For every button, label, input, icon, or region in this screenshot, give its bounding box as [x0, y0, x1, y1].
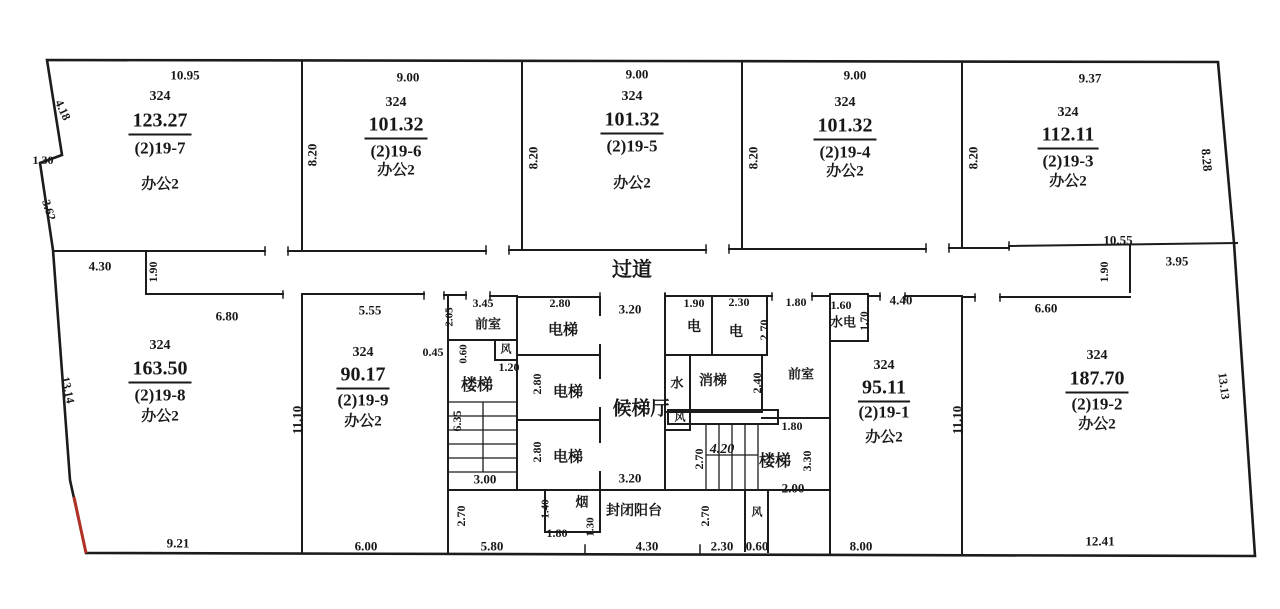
room-19-9-area: 90.17 [337, 365, 390, 390]
dim-19-4-top: 9.00 [843, 67, 867, 83]
dim-8-20-b: 8.20 [525, 146, 541, 170]
room-19-5-number: 324 [621, 89, 643, 104]
duct-label-c: 风 [751, 506, 763, 519]
dim-left-1-30: 1.30 [32, 153, 54, 167]
dim-19-3-top: 9.37 [1078, 70, 1102, 86]
dim-19-1-top: 4.40 [889, 292, 913, 308]
room-19-4-number: 324 [834, 95, 856, 110]
dim-corridor-4-30: 4.30 [88, 258, 112, 274]
stair-treads-right [706, 424, 758, 490]
dim-elevator3-2-80: 2.80 [530, 441, 544, 463]
room-19-2-use: 办公2 [1078, 416, 1116, 433]
room-19-8-use: 办公2 [141, 408, 179, 425]
room-19-4-unit: (2)19-4 [819, 142, 871, 162]
dim-19-5-top: 9.00 [625, 66, 649, 82]
room-19-8-unit: (2)19-8 [134, 385, 186, 405]
room-19-3-area: 112.11 [1038, 125, 1099, 150]
vestibule-left-label: 前室 [474, 316, 502, 332]
dim-2-70-c: 2.70 [698, 505, 712, 527]
dim-elec2-2-70: 2.70 [757, 319, 771, 341]
dim-elevator1-2-80: 2.80 [549, 296, 571, 310]
dim-19-2-bottom: 12.41 [1085, 533, 1115, 549]
room-19-4-area: 101.32 [814, 116, 877, 141]
dim-19-8-right: 11.10 [289, 405, 305, 435]
dim-left-4-18: 4.18 [52, 97, 74, 123]
elevator3-label: 电梯 [552, 449, 584, 466]
elec1-label: 电 [687, 320, 701, 335]
dim-balcony-2-30: 2.30 [710, 538, 734, 554]
dim-8-20-d: 8.20 [965, 146, 981, 170]
dim-19-3-bottom: 10.55 [1103, 232, 1133, 248]
room-19-8-number: 324 [149, 338, 171, 353]
dim-19-6-top: 9.00 [396, 69, 420, 85]
room-19-1-number: 324 [873, 358, 895, 373]
dim-0-60: 0.60 [457, 344, 470, 364]
dim-elec1-1-90: 1.90 [683, 296, 705, 310]
dim-8-20-c: 8.20 [745, 146, 761, 170]
dim-0-45: 0.45 [422, 345, 444, 359]
room-19-7-use: 办公2 [141, 176, 179, 193]
dim-left-13-14: 13.14 [58, 375, 78, 405]
room-19-6-use: 办公2 [377, 162, 415, 179]
vestibule-right-label: 前室 [787, 366, 815, 382]
dim-right-8-28: 8.28 [1198, 148, 1216, 172]
dim-corridor-1-90-left: 1.90 [146, 261, 160, 283]
dim-right-13-13: 13.13 [1215, 371, 1233, 401]
dim-balcony-2-70: 2.70 [454, 505, 468, 527]
corridor-lower-wall [146, 294, 1130, 297]
dim-lobby-3-20-top: 3.20 [618, 301, 642, 317]
room-19-3-use: 办公2 [1049, 173, 1087, 190]
stairs-right-label: 楼梯 [758, 453, 792, 470]
room-19-2-number: 324 [1086, 348, 1108, 363]
smoke-shaft-label: 烟 [575, 494, 589, 510]
room-19-6-area: 101.32 [365, 115, 428, 140]
corridor-upper-wall [53, 243, 1237, 251]
room-19-7-area: 123.27 [129, 111, 192, 136]
lobby-label: 候梯厅 [612, 398, 670, 420]
room-19-9-number: 324 [352, 345, 374, 360]
dim-stairs2-4-20: 4.20 [709, 442, 735, 457]
dim-stairs2-1-80: 1.80 [781, 419, 803, 433]
room-19-2-unit: (2)19-2 [1071, 394, 1123, 414]
room-19-8-area: 163.50 [129, 359, 192, 384]
room-19-2-area: 187.70 [1066, 369, 1129, 394]
dim-left-3-62: 3.62 [39, 197, 59, 223]
dim-utility-1-60: 1.60 [830, 298, 852, 312]
elec2-label: 电 [729, 325, 743, 340]
dim-lobby-3-20-bottom: 3.20 [618, 470, 642, 486]
dim-stairs-6-35: 6.35 [450, 410, 464, 432]
duct-label-b: 风 [674, 411, 686, 424]
dim-19-1-right: 11.10 [949, 405, 965, 435]
dim-elevator2-2-80: 2.80 [530, 373, 544, 395]
highlighted-wall-segment [74, 497, 86, 553]
room-19-7-unit: (2)19-7 [134, 138, 186, 158]
dim-smoke-1-80: 1.80 [546, 526, 568, 540]
dim-3-00: 3.00 [473, 471, 497, 487]
dim-elec2-2-30: 2.30 [728, 295, 750, 309]
dim-8-20-a: 8.20 [304, 143, 320, 167]
dim-right-3-95: 3.95 [1165, 253, 1189, 269]
room-19-5-unit: (2)19-5 [606, 136, 658, 156]
dim-stairs2-3-30: 3.30 [800, 450, 814, 472]
elevator1-label: 电梯 [547, 322, 579, 339]
stairs-left-label: 楼梯 [460, 377, 494, 394]
dim-vestibule-3-45: 3.45 [472, 296, 494, 310]
dim-19-1-bottom: 8.00 [849, 538, 873, 554]
room-19-9-unit: (2)19-9 [337, 390, 389, 410]
room-19-3-unit: (2)19-3 [1042, 151, 1094, 171]
room-19-1-area: 95.11 [858, 378, 910, 403]
room-19-7-number: 324 [149, 89, 171, 104]
dim-19-7-top: 10.95 [170, 67, 200, 83]
room-19-1-unit: (2)19-1 [858, 402, 910, 422]
dim-19-8-bottom: 9.21 [166, 535, 190, 551]
dim-vestibule2-1-80: 1.80 [785, 295, 807, 309]
fire-elevator-label: 消梯 [699, 374, 727, 389]
dim-1-20: 1.20 [498, 360, 520, 374]
duct-label-a: 风 [500, 343, 512, 356]
room-19-3-number: 324 [1057, 105, 1079, 120]
room-19-9-use: 办公2 [344, 413, 382, 430]
dim-vestibule-2-05: 2.05 [443, 307, 456, 327]
dim-utility-1-70: 1.70 [858, 311, 871, 331]
dim-smoke-1-40: 1.40 [539, 499, 552, 519]
dim-balcony-4-30: 4.30 [635, 538, 659, 554]
dim-19-2-top: 6.60 [1034, 300, 1058, 316]
balcony-label: 封闭阳台 [606, 504, 662, 519]
elevator2-label: 电梯 [552, 384, 584, 401]
dim-19-9-bottom: 6.00 [354, 538, 378, 554]
room-19-1-use: 办公2 [865, 429, 903, 446]
room-19-6-unit: (2)19-6 [370, 141, 422, 161]
utility-label: 水电 [829, 314, 857, 330]
dim-smoke-1-30: 1.30 [584, 517, 597, 537]
dim-19-8-top: 6.80 [215, 308, 239, 324]
room-19-5-area: 101.32 [601, 110, 664, 135]
corridor-label: 过道 [612, 259, 652, 281]
dim-stairs2-2-00: 2.00 [781, 480, 805, 496]
water-label: 水 [670, 375, 684, 391]
room-19-5-use: 办公2 [613, 175, 651, 192]
room-19-4-use: 办公2 [826, 163, 864, 180]
dim-balcony-5-80: 5.80 [480, 538, 504, 554]
dim-corridor-1-90-right: 1.90 [1097, 261, 1111, 283]
dim-fire-elev-2-40: 2.40 [750, 372, 764, 394]
room-19-6-number: 324 [385, 95, 407, 110]
dim-stairs2-2-70: 2.70 [692, 448, 706, 470]
dim-19-9-top: 5.55 [358, 302, 382, 318]
dim-balcony-0-60: 0.60 [745, 538, 769, 554]
